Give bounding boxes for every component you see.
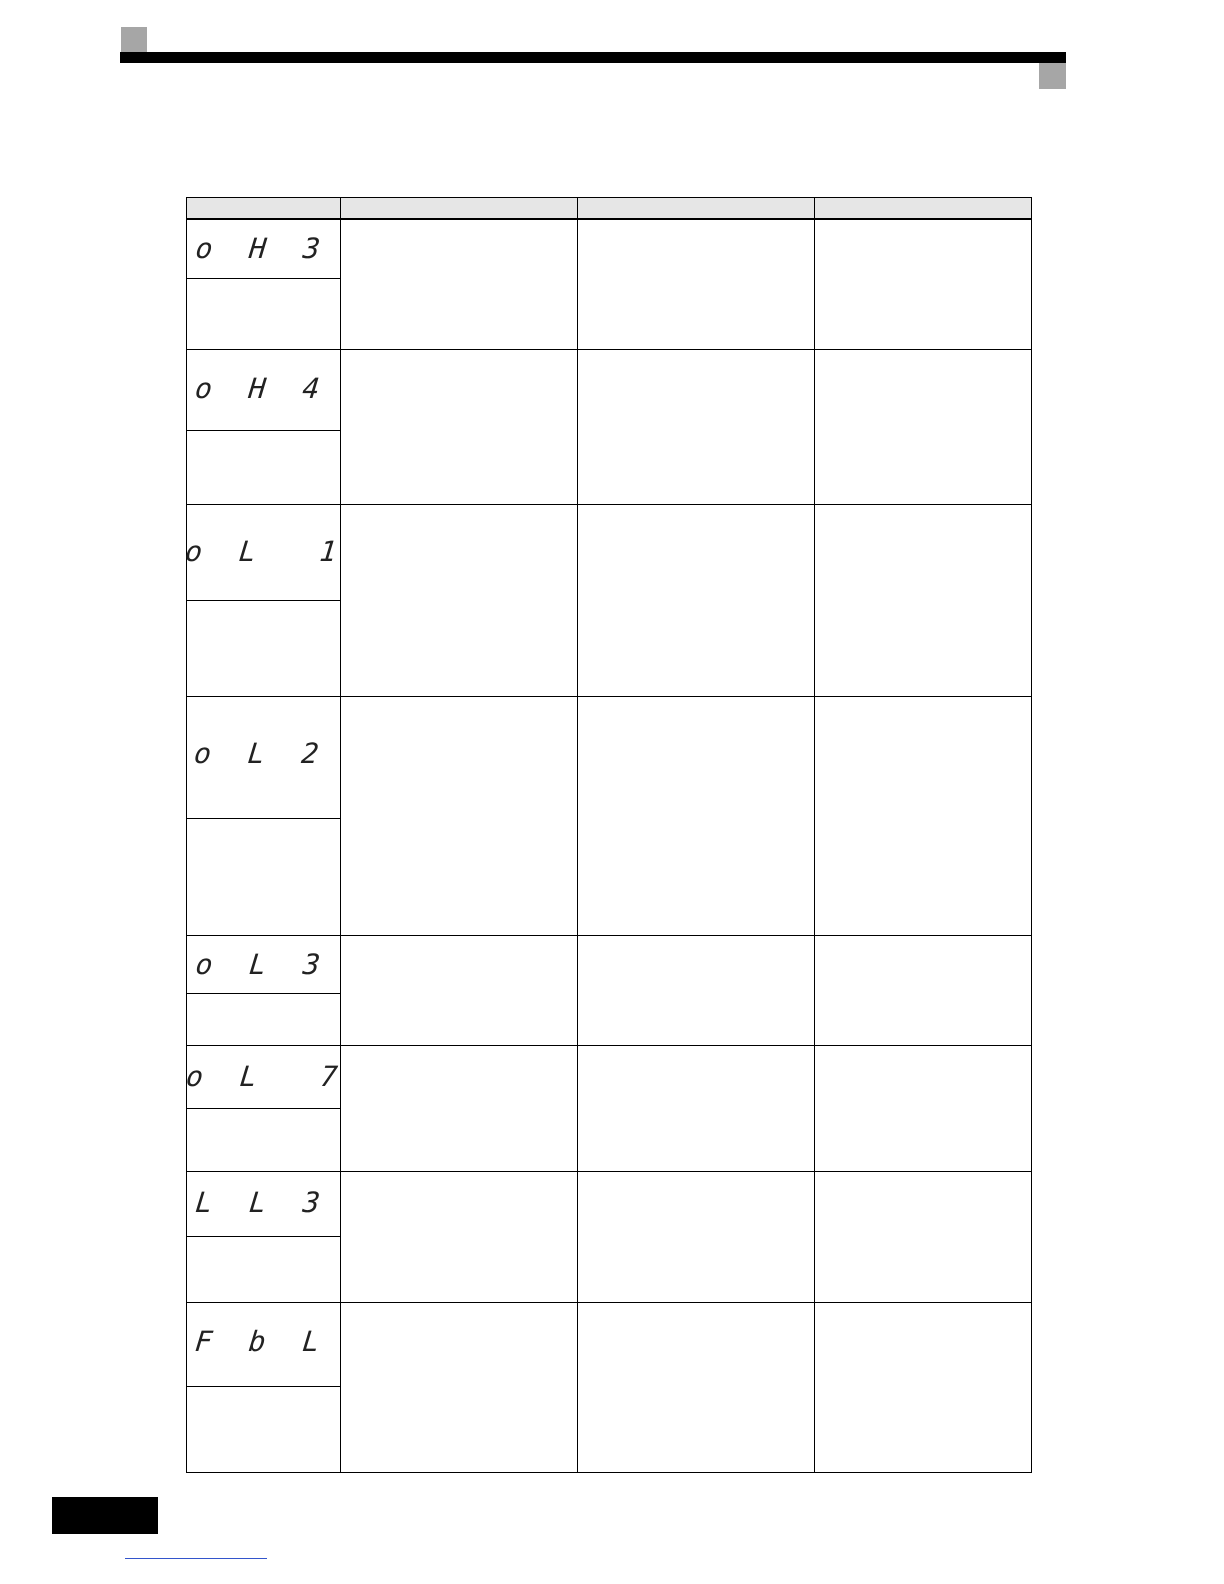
table-row — [187, 505, 1032, 601]
meaning-cell — [341, 697, 578, 936]
fault-name-cell — [187, 1237, 341, 1303]
fault-name-cell — [187, 994, 341, 1046]
display-cell — [187, 1303, 341, 1387]
cause-cell — [578, 1172, 815, 1303]
fault-name-cell — [187, 819, 341, 936]
meaning-cell — [341, 350, 578, 505]
table-row — [187, 350, 1032, 431]
fault-code: o L 7 — [184, 1060, 350, 1093]
action-cell — [815, 936, 1032, 1046]
col-header-action — [815, 198, 1032, 220]
action-cell — [815, 697, 1032, 936]
cause-cell — [578, 350, 815, 505]
col-header-meaning — [341, 198, 578, 220]
page-number-box — [52, 1497, 158, 1534]
fault-code: o H 3 — [193, 232, 332, 265]
fault-code: o H 4 — [193, 372, 332, 405]
action-cell — [815, 1172, 1032, 1303]
table-header-row — [187, 198, 1032, 220]
col-header-display — [187, 198, 341, 220]
meaning-cell — [341, 505, 578, 697]
cause-cell — [578, 936, 815, 1046]
action-cell — [815, 1303, 1032, 1473]
display-cell — [187, 219, 341, 279]
meaning-cell — [341, 1046, 578, 1172]
cause-cell — [578, 697, 815, 936]
fault-name-cell — [187, 1109, 341, 1172]
display-cell — [184, 1046, 350, 1109]
table-row — [187, 697, 1032, 819]
header-marker-square — [121, 27, 147, 53]
action-cell — [815, 350, 1032, 505]
fault-code: o L 1 — [183, 535, 349, 568]
fault-name-cell — [187, 1387, 341, 1473]
fault-table — [183, 197, 1032, 1473]
meaning-cell — [341, 219, 578, 350]
fault-code: L L 3 — [193, 1186, 332, 1219]
display-cell — [187, 697, 341, 819]
fault-name-cell — [187, 601, 341, 697]
fault-name-cell — [187, 431, 341, 505]
fault-code: o L 2 — [192, 737, 331, 770]
chapter-tab-square — [1039, 63, 1066, 89]
action-cell — [815, 219, 1032, 350]
action-cell — [815, 505, 1032, 697]
cause-cell — [578, 219, 815, 350]
meaning-cell — [341, 936, 578, 1046]
footer-link-underline — [125, 1558, 267, 1559]
cause-cell — [578, 505, 815, 697]
cause-cell — [578, 1303, 815, 1473]
action-cell — [815, 1046, 1032, 1172]
header-rule — [120, 52, 1066, 63]
table-row — [187, 219, 1032, 279]
display-cell — [187, 936, 341, 994]
fault-code: F b L — [193, 1325, 332, 1358]
fault-name-cell — [187, 279, 341, 350]
cause-cell — [578, 1046, 815, 1172]
table-row — [187, 1303, 1032, 1387]
display-cell — [187, 1172, 341, 1237]
fault-code: o L 3 — [193, 948, 332, 981]
table-row — [187, 1046, 1032, 1109]
meaning-cell — [341, 1303, 578, 1473]
display-cell — [183, 505, 349, 601]
table-row — [187, 1172, 1032, 1237]
display-cell — [187, 350, 341, 431]
col-header-cause — [578, 198, 815, 220]
meaning-cell — [341, 1172, 578, 1303]
table-row — [187, 936, 1032, 994]
